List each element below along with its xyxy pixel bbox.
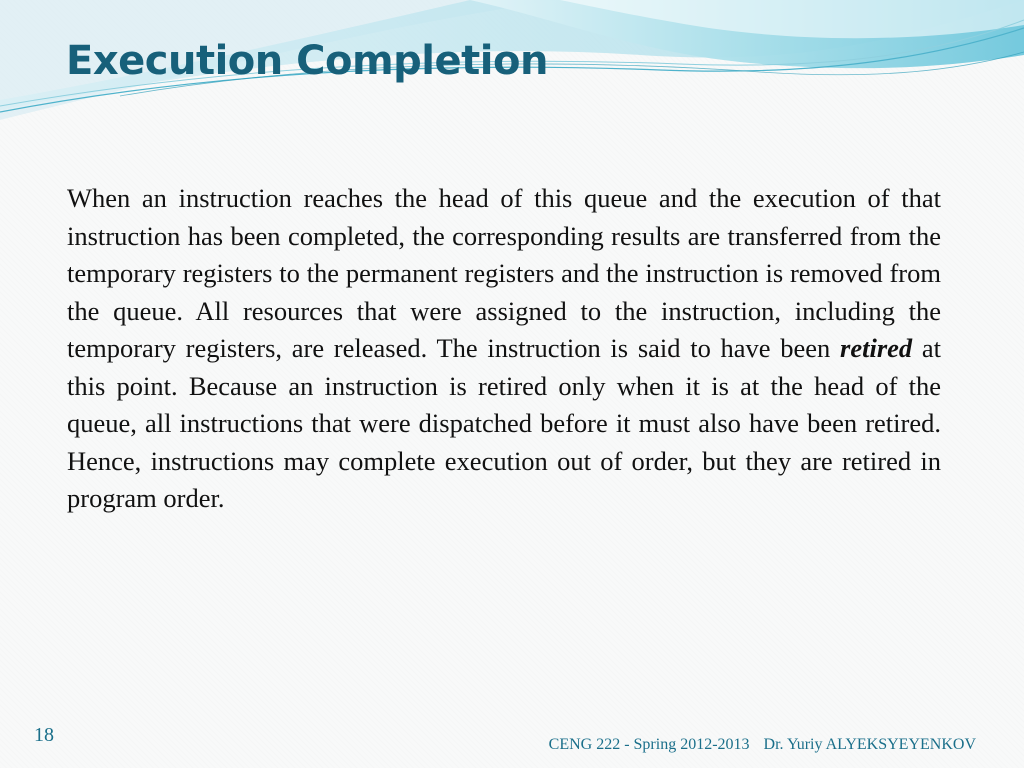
emphasis-retired: retired [840,333,913,363]
footer-author: Dr. Yuriy ALYEKSYEYENKOV [763,736,976,753]
footer-course: CENG 222 - Spring 2012-2013 [548,736,750,753]
slide-number: 18 [34,724,54,746]
slide-title: Execution Completion [66,38,548,84]
paragraph-text-end: at this point. Because an instruction is retired only when it is at the head of the queue, all instructions that were dispatched before it must also have been retired. Hence, instructions may complete execution out of order, but they are retired in program order. [67,333,941,513]
footer [549,736,976,754]
body-paragraph [67,180,941,518]
paragraph-text-start: When an instruction reaches the head of this queue and the execution of that instruction has been completed, the corresponding results are transferred from the temporary registers to the permanent registers and the instruction is removed from the queue. All resources that were assigned to the instruction, including the temporary registers, are released. The instruction is said to have been [67,183,941,363]
